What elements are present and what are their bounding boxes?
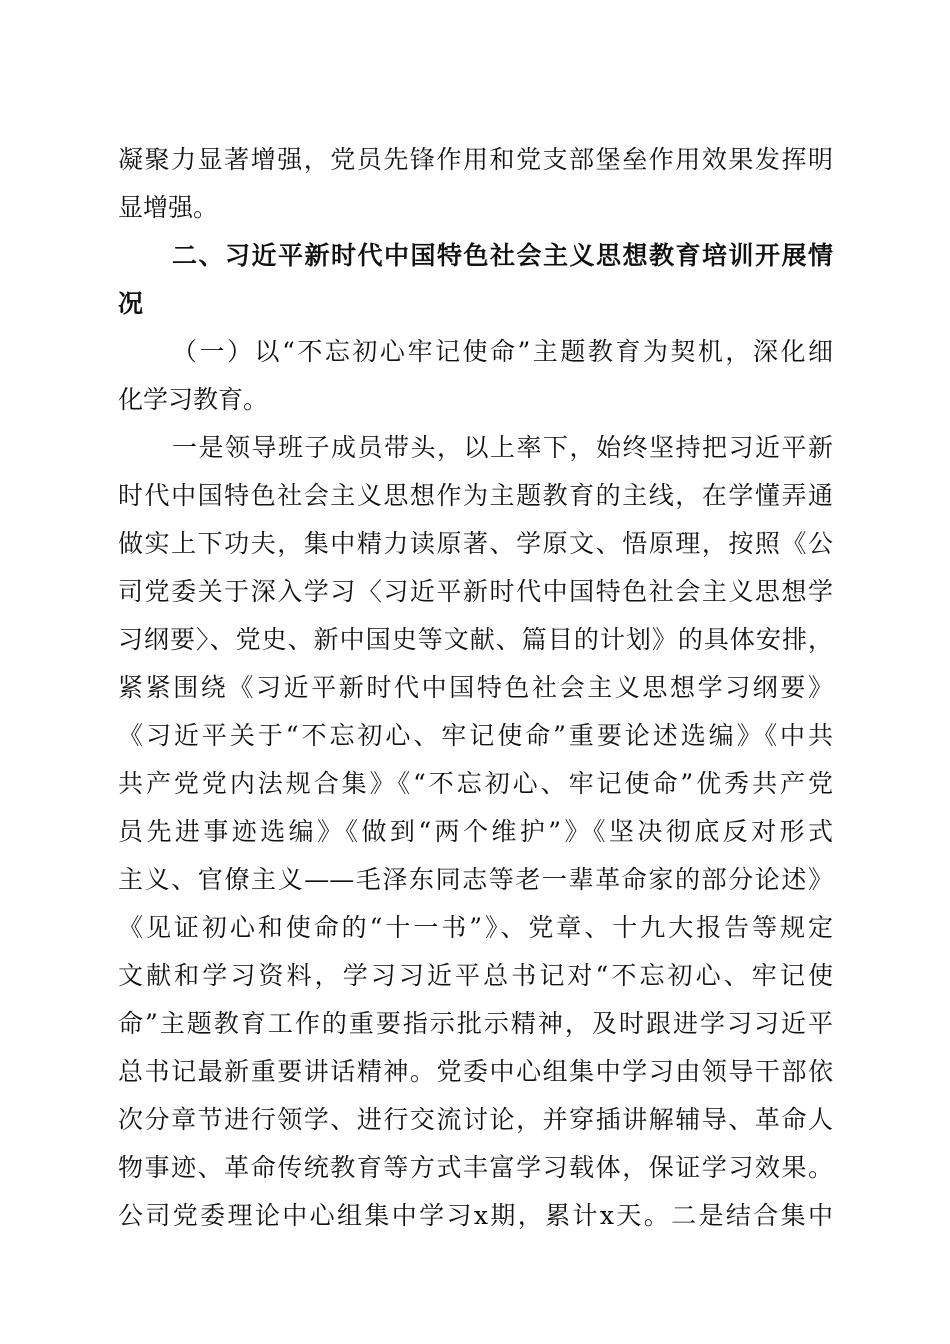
body-text-line: 公司党委理论中心组集中学习x期，累计x天。二是结合集中 xyxy=(118,1201,833,1230)
subsection-heading-continued: 化学习教育。 xyxy=(118,385,269,414)
body-text-line: 总书记最新重要讲话精神。党委中心组集中学习由领导干部依 xyxy=(118,1057,833,1086)
body-text-line: 司党委关于深入学习〈习近平新时代中国特色社会主义思想学 xyxy=(118,577,833,606)
body-text-line: 次分章节进行领学、进行交流讨论，并穿插讲解辅导、革命人 xyxy=(118,1105,833,1134)
paragraph-start-line: 一是领导班子成员带头，以上率下，始终坚持把习近平新 xyxy=(172,433,833,462)
body-text-line: 凝聚力显著增强，党员先锋作用和党支部堡垒作用效果发挥明 xyxy=(118,145,833,174)
body-text-line: 员先进事迹选编》《做到“两个维护”》《坚决彻底反对形式 xyxy=(118,817,833,846)
body-text-line: 文献和学习资料，学习习近平总书记对“不忘初心、牢记使 xyxy=(118,961,833,990)
section-heading: 二、习近平新时代中国特色社会主义思想教育培训开展情 xyxy=(172,241,833,270)
body-text-line: 《习近平关于“不忘初心、牢记使命”重要论述选编》《中共 xyxy=(118,721,833,750)
body-text-line: 时代中国特色社会主义思想作为主题教育的主线，在学懂弄通 xyxy=(118,481,833,510)
body-text-line: 做实上下功夫，集中精力读原著、学原文、悟原理，按照《公 xyxy=(118,529,833,558)
body-text-line: 紧紧围绕《习近平新时代中国特色社会主义思想学习纲要》 xyxy=(118,673,833,702)
body-text-line: 主义、官僚主义——毛泽东同志等老一辈革命家的部分论述》 xyxy=(118,865,833,894)
body-text-line: 物事迹、革命传统教育等方式丰富学习载体，保证学习效果。 xyxy=(118,1153,833,1182)
body-text-line: 共产党党内法规合集》《“不忘初心、牢记使命”优秀共产党 xyxy=(118,769,833,798)
body-text-line: 显增强。 xyxy=(118,193,219,222)
body-text-line: 习纲要〉、党史、新中国史等文献、篇目的计划》的具体安排， xyxy=(118,625,833,654)
subsection-heading: （一）以“不忘初心牢记使命”主题教育为契机，深化细 xyxy=(172,337,833,366)
body-text-line: 《见证初心和使命的“十一书”》、党章、十九大报告等规定 xyxy=(118,913,833,942)
body-text-line: 命”主题教育工作的重要指示批示精神，及时跟进学习习近平 xyxy=(118,1009,833,1038)
section-heading-continued: 况 xyxy=(118,289,144,318)
